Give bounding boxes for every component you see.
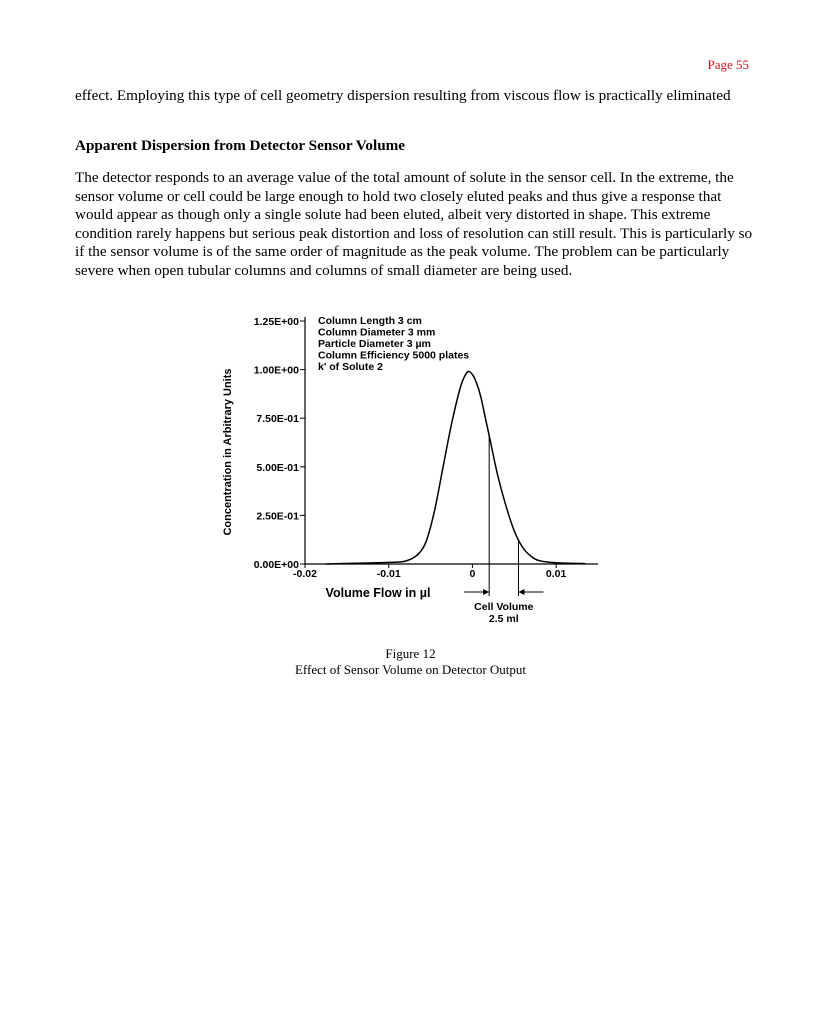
x-tick-label: 0 — [469, 568, 476, 580]
y-tick-label: 1.00E+00 — [253, 364, 299, 377]
cell-volume-label: Cell Volume — [474, 601, 534, 613]
x-tick-label: -0.01 — [376, 568, 401, 580]
figure-caption — [0, 646, 821, 678]
chart-legend — [318, 315, 469, 373]
legend-entry: Column Efficiency 5000 plates — [318, 349, 470, 362]
body-paragraph: The detector responds to an average value of the total amount of solute in the sensor cell. In the extreme, the sensor volume or cell could be large enough to hold two closely eluted peaks and thus give a response that would appear as though only a single solute had been eluted, albeit very distorted in shape. This extreme condition rarely happens but serious peak distortion and loss of resolution can still result. This is particularly so if the sensor volume is of the same order of magnitude as the peak volume. The problem can be particularly severe when open tubular columns and columns of small diameter are being used. — [75, 169, 753, 279]
y-tick-label: 7.50E-01 — [256, 413, 299, 426]
section-heading: Apparent Dispersion from Detector Sensor Volume — [75, 137, 406, 154]
y-tick-label: 1.25E+00 — [253, 316, 299, 328]
cell-volume-left-arrowhead — [483, 589, 489, 595]
figure-caption-title: Effect of Sensor Volume on Detector Output — [294, 662, 527, 677]
x-tick-label: -0.02 — [293, 568, 317, 580]
figure-caption-number: Figure 12 — [385, 646, 436, 661]
legend-entry: Particle Diameter 3 µm — [318, 338, 431, 350]
y-tick-label: 2.50E-01 — [256, 510, 299, 523]
cell-volume-value: 2.5 ml — [488, 613, 519, 625]
dispersion-chart — [215, 305, 615, 635]
y-axis-label: Concentration in Arbitrary Units — [222, 368, 234, 536]
y-tick-label: 0.00E+00 — [253, 559, 299, 571]
cell-volume-right-arrowhead — [518, 589, 524, 595]
legend-entry: Column Diameter 3 mm — [318, 326, 436, 339]
legend-entry: Column Length 3 cm — [318, 315, 422, 327]
chart-curve-layer — [326, 371, 586, 564]
page-number: Page 55 — [707, 57, 749, 72]
y-tick-label: 5.00E-01 — [256, 461, 299, 474]
continuation-paragraph: effect. Employing this type of cell geometry dispersion resulting from viscous flow is practically eliminated — [75, 87, 731, 104]
x-tick-label: 0.01 — [545, 568, 567, 580]
x-axis-label: Volume Flow in µl — [325, 586, 431, 600]
legend-entry: k' of Solute 2 — [318, 361, 383, 373]
figure-12 — [215, 305, 615, 640]
cell-volume-annotation — [464, 436, 543, 625]
elution-peak-curve — [326, 371, 586, 564]
